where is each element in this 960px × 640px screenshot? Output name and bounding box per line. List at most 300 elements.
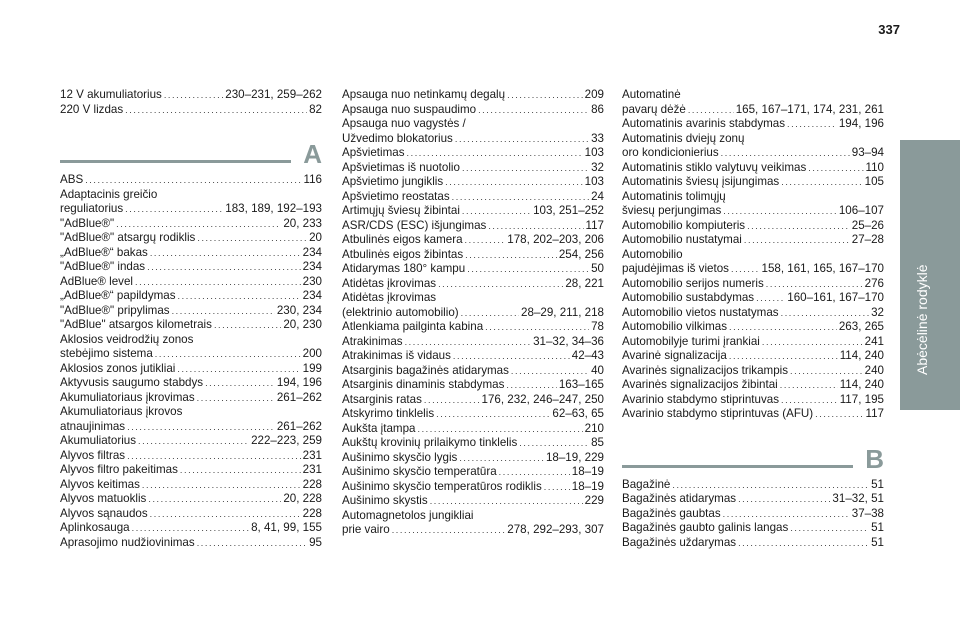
- dot-leader: [721, 146, 850, 161]
- dot-leader: [756, 291, 785, 306]
- dot-leader: [462, 161, 589, 176]
- index-term: Aklosios zonos jutikliai: [60, 361, 176, 375]
- index-entry: [622, 364, 884, 379]
- index-entry-row: [342, 146, 604, 161]
- index-term: reguliatorius: [60, 202, 124, 215]
- index-term: 12 V akumuliatorius: [60, 88, 162, 101]
- index-term: Apšvietimas iš nuotolio: [342, 160, 460, 174]
- dot-leader: [148, 492, 281, 507]
- dot-leader: [731, 262, 760, 277]
- index-term: Apsauga nuo suspaudimo: [342, 102, 477, 116]
- index-term-line: Atidėtas įkrovimas: [342, 291, 437, 304]
- dot-leader: [499, 465, 570, 480]
- section-header-a: [60, 139, 322, 167]
- index-entry-row: [342, 248, 604, 263]
- index-term: „AdBlue®“ papildymas: [60, 289, 176, 302]
- page-reference: 117: [585, 218, 604, 232]
- page-reference: 31–32, 34–36: [533, 334, 604, 348]
- page-reference: 234: [302, 289, 322, 302]
- index-entry-row: [622, 349, 884, 364]
- dot-leader: [453, 349, 570, 364]
- side-tab-label: Abėcėlinė rodyklė: [914, 264, 930, 375]
- index-entry: [622, 521, 884, 536]
- dot-leader: [744, 233, 850, 248]
- index-term-line: Automatinis tolimųjų: [622, 189, 726, 203]
- index-term: Apšvietimo jungiklis: [342, 175, 444, 188]
- page-reference: 28–29, 211, 218: [521, 305, 604, 319]
- index-term: Artimųjų šviesų žibintai: [342, 204, 460, 217]
- page-reference: 51: [871, 521, 884, 534]
- dot-leader: [787, 117, 837, 132]
- index-entry: [342, 407, 604, 422]
- index-entry: [342, 190, 604, 205]
- dot-leader: [781, 306, 870, 321]
- index-entry: [342, 262, 604, 277]
- index-term: (elektrinio automobilio): [342, 305, 459, 319]
- index-entry: [342, 320, 604, 335]
- index-entry-row: [60, 521, 322, 536]
- dot-leader: [672, 478, 869, 493]
- index-entry: [622, 306, 884, 321]
- index-term: atnaujinimas: [60, 419, 126, 433]
- index-term: Bagažinė: [622, 477, 671, 491]
- index-term: Bagažinės atidarymas: [622, 492, 737, 505]
- page-reference: 261–262: [276, 390, 322, 404]
- index-entry: [622, 536, 884, 551]
- dot-leader: [506, 378, 556, 393]
- index-entry-row: [60, 507, 322, 522]
- dot-leader: [417, 422, 582, 437]
- index-entry-row: [60, 217, 322, 232]
- index-entry: [622, 277, 884, 292]
- dot-leader: [723, 507, 850, 522]
- index-entry: [342, 277, 604, 292]
- index-entry-row: [622, 393, 884, 408]
- page-reference: 276: [864, 276, 884, 290]
- index-term: Aplinkosauga: [60, 521, 130, 534]
- index-term-line: Automobilio: [622, 247, 683, 261]
- index-entry-row: [622, 378, 884, 393]
- index-term: Avarinės signalizacijos žibintai: [622, 378, 778, 391]
- dot-leader: [762, 335, 863, 350]
- index-entry-row: [342, 262, 604, 277]
- dot-leader: [116, 217, 281, 232]
- index-entry-row: [342, 306, 604, 321]
- page-reference: 27–28: [851, 233, 884, 246]
- index-entry: [60, 463, 322, 478]
- index-term: stebėjimo sistema: [60, 347, 153, 360]
- index-entry-row: [622, 521, 884, 536]
- dot-leader: [459, 451, 544, 466]
- index-group: [60, 173, 322, 550]
- index-term: Automobilyje turimi įrankiai: [622, 334, 760, 348]
- index-entry: [60, 275, 322, 290]
- page-reference: 163–165: [558, 378, 604, 391]
- page-reference: 228: [302, 477, 322, 491]
- index-entry: [60, 507, 322, 522]
- index-term: Atidėtas įkrovimas: [342, 276, 437, 290]
- dot-leader: [178, 289, 301, 304]
- dot-leader: [738, 536, 869, 551]
- dot-leader: [780, 378, 838, 393]
- index-entry-row: [342, 523, 604, 538]
- index-entry: [342, 465, 604, 480]
- index-term: 220 V lizdas: [60, 102, 124, 116]
- index-entry-row: [342, 393, 604, 408]
- index-term: "AdBlue®": [60, 216, 115, 230]
- page-reference: 50: [591, 262, 604, 275]
- page-reference: 176, 232, 246–247, 250: [481, 392, 604, 406]
- index-entry: [60, 362, 322, 377]
- index-entry-row: [622, 478, 884, 493]
- page-reference: 86: [591, 102, 604, 116]
- index-term: Bagažinės uždarymas: [622, 535, 737, 549]
- page-reference: 103: [584, 175, 604, 188]
- section-side-tab: [900, 140, 960, 410]
- index-term: Apšvietimo reostatas: [342, 189, 450, 203]
- dot-leader: [455, 132, 589, 147]
- index-entry: [60, 173, 322, 188]
- index-entry-row: [60, 103, 322, 118]
- dot-leader: [197, 231, 307, 246]
- dot-leader: [407, 146, 583, 161]
- index-term: Alyvos filtras: [60, 448, 126, 462]
- dot-leader: [438, 277, 563, 292]
- index-term: Automobilio vilkimas: [622, 320, 728, 333]
- index-entry-row: [60, 376, 322, 391]
- index-entry: [622, 161, 884, 176]
- index-term: Aktyvusis saugumo stabdys: [60, 376, 204, 389]
- dot-leader: [790, 521, 869, 536]
- index-entry-row: [60, 463, 322, 478]
- dot-leader: [197, 391, 275, 406]
- index-term: Atrakinimas iš vidaus: [342, 349, 451, 362]
- page-reference: 62–63, 65: [552, 407, 604, 420]
- index-term: Atsarginis dinaminis stabdymas: [342, 378, 505, 391]
- page-reference: 51: [871, 477, 884, 491]
- index-term-line: Akumuliatoriaus įkrovos: [60, 405, 183, 418]
- index-term: Avarinio stabdymo stiprintuvas (AFU): [622, 407, 814, 420]
- index-group: [342, 88, 604, 538]
- index-entry: [60, 260, 322, 275]
- index-term: Automobilio nustatymai: [622, 233, 742, 246]
- index-entry: [60, 333, 322, 362]
- index-entry: [60, 231, 322, 246]
- page-reference: 40: [591, 363, 604, 377]
- page-reference: 51: [871, 535, 884, 549]
- index-entry-row: [60, 88, 322, 103]
- index-entry-row: [622, 536, 884, 551]
- index-entry-row: [60, 304, 322, 319]
- index-entry: [342, 451, 604, 466]
- index-entry-row: [60, 449, 322, 464]
- index-term: pavarų dėžė: [622, 102, 686, 116]
- dot-leader: [467, 262, 589, 277]
- section-header-b: [622, 444, 884, 472]
- page-reference: 32: [591, 160, 604, 174]
- index-entry-row: [622, 364, 884, 379]
- page-reference: 78: [591, 320, 604, 333]
- index-entry-row: [342, 378, 604, 393]
- index-entry: [342, 364, 604, 379]
- index-entry-row: [342, 364, 604, 379]
- index-term: Atskyrimo tinklelis: [342, 407, 435, 420]
- dot-leader: [729, 349, 838, 364]
- dot-leader: [125, 202, 223, 217]
- index-term: Atsarginis ratas: [342, 392, 422, 406]
- page-reference: 18–19: [571, 465, 604, 478]
- index-term: Aušinimo skysčio lygis: [342, 450, 458, 464]
- dot-leader: [781, 393, 838, 408]
- dot-leader: [172, 304, 275, 319]
- page-reference: 231: [302, 463, 322, 476]
- dot-leader: [85, 173, 301, 188]
- page-reference: 42–43: [571, 349, 604, 362]
- index-term: pajudėjimas iš vietos: [622, 262, 729, 275]
- page-reference: 20, 233: [283, 216, 322, 230]
- index-entry: [60, 88, 322, 103]
- dot-leader: [781, 175, 862, 190]
- index-entry-row: [622, 175, 884, 190]
- dot-leader: [465, 248, 557, 263]
- index-entry-row: [342, 161, 604, 176]
- dot-leader: [465, 233, 506, 248]
- page-reference: 231: [302, 448, 322, 462]
- section-rule: [622, 465, 853, 468]
- dot-leader: [150, 246, 301, 261]
- index-entry-row: [342, 219, 604, 234]
- index-term: Apsauga nuo netinkamų degalų: [342, 88, 506, 101]
- index-entry-row: [342, 233, 604, 248]
- index-entry: [342, 219, 604, 234]
- index-entry: [60, 478, 322, 493]
- dot-leader: [445, 175, 582, 190]
- index-entry: [342, 436, 604, 451]
- index-entry-row: [342, 320, 604, 335]
- index-entry: [342, 248, 604, 263]
- index-entry-row: [60, 318, 322, 333]
- dot-leader: [127, 420, 275, 435]
- index-entry: [342, 349, 604, 364]
- dot-leader: [511, 364, 589, 379]
- page-number: 337: [878, 22, 900, 37]
- index-entry: [622, 233, 884, 248]
- index-entry: [342, 175, 604, 190]
- page-reference: 85: [591, 436, 604, 449]
- index-entry: [622, 320, 884, 335]
- index-entry-row: [622, 407, 884, 422]
- index-term: "AdBlue" atsargos kilometrais: [60, 318, 212, 331]
- index-column-3: [622, 88, 884, 550]
- index-entry-row: [622, 262, 884, 277]
- index-entry: [622, 492, 884, 507]
- index-entry-row: [60, 492, 322, 507]
- page-reference: 103, 251–252: [533, 204, 604, 217]
- index-term: ASR/CDS (ESC) išjungimas: [342, 218, 487, 232]
- index-entry-row: [622, 291, 884, 306]
- dot-leader: [729, 320, 837, 335]
- page-reference: 230: [302, 274, 322, 288]
- index-term: Bagažinės gaubto galinis langas: [622, 521, 789, 534]
- page-reference: 18–19, 229: [545, 450, 604, 464]
- index-term: Alyvos filtro pakeitimas: [60, 463, 178, 476]
- page-reference: 229: [584, 494, 604, 507]
- index-group: [622, 478, 884, 551]
- index-entry: [622, 349, 884, 364]
- index-entry-row: [60, 420, 322, 435]
- index-term: Aukštų krovinių prilaikymo tinklelis: [342, 436, 518, 449]
- dot-leader: [461, 306, 519, 321]
- index-entry: [342, 335, 604, 350]
- dot-leader: [150, 507, 301, 522]
- index-entry-row: [60, 173, 322, 188]
- index-term: "AdBlue®" indas: [60, 260, 146, 273]
- index-entry: [342, 291, 604, 320]
- index-term-line: Apsauga nuo vagystės /: [342, 117, 466, 130]
- dot-leader: [147, 260, 301, 275]
- index-entry-row: [342, 103, 604, 118]
- dot-leader: [723, 204, 837, 219]
- index-term: Avarinio stabdymo stiprintuvas: [622, 392, 780, 406]
- page-reference: 28, 221: [565, 276, 604, 290]
- dot-leader: [142, 478, 301, 493]
- index-term-line: Automagnetolos jungikliai: [342, 508, 474, 522]
- index-entry: [342, 204, 604, 219]
- index-entry: [342, 103, 604, 118]
- index-term: AdBlue® level: [60, 274, 133, 288]
- index-term: Alyvos matuoklis: [60, 492, 147, 505]
- index-term: "AdBlue®" pripylimas: [60, 303, 170, 317]
- index-entry-row: [342, 190, 604, 205]
- index-entry: [622, 117, 884, 132]
- page-reference: 93–94: [851, 146, 884, 159]
- page-reference: 209: [584, 88, 604, 101]
- page-reference: 158, 161, 165, 167–170: [761, 262, 884, 275]
- page-reference: 200: [302, 347, 322, 360]
- page-reference: 114, 240: [839, 378, 884, 391]
- index-entry: [342, 494, 604, 509]
- index-entry: [60, 391, 322, 406]
- index-term: Atlenkiama pailginta kabina: [342, 320, 484, 333]
- dot-leader: [430, 494, 583, 509]
- page-reference: 20, 228: [283, 492, 322, 505]
- index-entry: [622, 190, 884, 219]
- index-term-line: Aklosios veidrodžių zonos: [60, 332, 194, 346]
- dot-leader: [214, 318, 281, 333]
- index-term: Alyvos sąnaudos: [60, 506, 148, 520]
- page-reference: 165, 167–171, 174, 231, 261: [735, 102, 884, 116]
- index-column-2: [342, 88, 604, 538]
- page-reference: 18–19: [571, 479, 604, 493]
- index-entry: [342, 378, 604, 393]
- page-reference: 31–32, 51: [832, 492, 884, 505]
- page-reference: 37–38: [851, 506, 884, 520]
- dot-leader: [747, 219, 850, 234]
- index-term: Automatinis avarinis stabdymas: [622, 117, 786, 130]
- index-term: Automobilio sustabdymas: [622, 291, 755, 304]
- index-term: Bagažinės gaubtas: [622, 506, 721, 520]
- page-reference: 194, 196: [276, 376, 322, 389]
- index-entry: [622, 478, 884, 493]
- page-reference: 103: [584, 146, 604, 159]
- index-column-1: [60, 88, 322, 550]
- page-reference: 222–223, 259: [251, 434, 322, 447]
- index-entry: [622, 507, 884, 522]
- page-reference: 194, 196: [838, 117, 884, 130]
- index-term: Akumuliatorius: [60, 434, 137, 447]
- index-entry-row: [60, 434, 322, 449]
- index-entry: [622, 248, 884, 277]
- index-entry-row: [622, 277, 884, 292]
- index-term: Užvedimo blokatorius: [342, 131, 453, 145]
- index-entry: [342, 480, 604, 495]
- index-entry: [342, 422, 604, 437]
- dot-leader: [544, 480, 570, 495]
- index-entry-row: [342, 88, 604, 103]
- dot-leader: [488, 219, 583, 234]
- index-term: Atbulinės eigos kamera: [342, 233, 463, 246]
- index-entry-row: [60, 289, 322, 304]
- dot-leader: [790, 364, 863, 379]
- index-entry: [60, 405, 322, 434]
- index-term: Automobilio serijos numeris: [622, 276, 764, 290]
- dot-leader: [462, 204, 531, 219]
- page-reference: 106–107: [838, 204, 884, 217]
- index-entry-row: [622, 117, 884, 132]
- page-reference: 240: [864, 363, 884, 377]
- index-term: Aukšta įtampa: [342, 421, 416, 435]
- index-entry-row: [342, 480, 604, 495]
- dot-leader: [177, 362, 300, 377]
- index-entry-row: [342, 436, 604, 451]
- index-entry: [60, 376, 322, 391]
- page-reference: 183, 189, 192–193: [225, 202, 322, 215]
- page-reference: 261–262: [276, 419, 322, 433]
- page-reference: 178, 202–203, 206: [507, 233, 604, 246]
- page-reference: 24: [591, 189, 604, 203]
- dot-leader: [138, 434, 249, 449]
- index-entry-row: [60, 246, 322, 261]
- dot-leader: [180, 463, 301, 478]
- index-entry-row: [622, 335, 884, 350]
- index-entry: [60, 217, 322, 232]
- index-term: Avarinė signalizacija: [622, 349, 727, 362]
- index-entry: [622, 132, 884, 161]
- page-reference: 25–26: [851, 218, 884, 232]
- dot-leader: [519, 436, 589, 451]
- dot-leader: [485, 320, 589, 335]
- index-entry-row: [342, 407, 604, 422]
- page-reference: 116: [303, 173, 322, 186]
- index-term: Automobilio vietos nustatymas: [622, 305, 779, 319]
- page-reference: 230–231, 259–262: [225, 88, 322, 101]
- page-reference: 20, 230: [283, 318, 322, 331]
- dot-leader: [205, 376, 275, 391]
- page-reference: 95: [309, 535, 322, 549]
- page-reference: 230, 234: [276, 303, 322, 317]
- index-term: „AdBlue®“ bakas: [60, 245, 148, 259]
- page-reference: 8, 41, 99, 155: [251, 521, 322, 534]
- dot-leader: [436, 407, 550, 422]
- dot-leader: [125, 103, 307, 118]
- index-term: Akumuliatoriaus įkrovimas: [60, 390, 195, 404]
- index-entry-row: [342, 349, 604, 364]
- dot-leader: [766, 277, 863, 292]
- page-reference: 234: [302, 245, 322, 259]
- index-entry: [60, 103, 322, 118]
- section-letter: B: [865, 443, 884, 474]
- index-entry: [60, 188, 322, 217]
